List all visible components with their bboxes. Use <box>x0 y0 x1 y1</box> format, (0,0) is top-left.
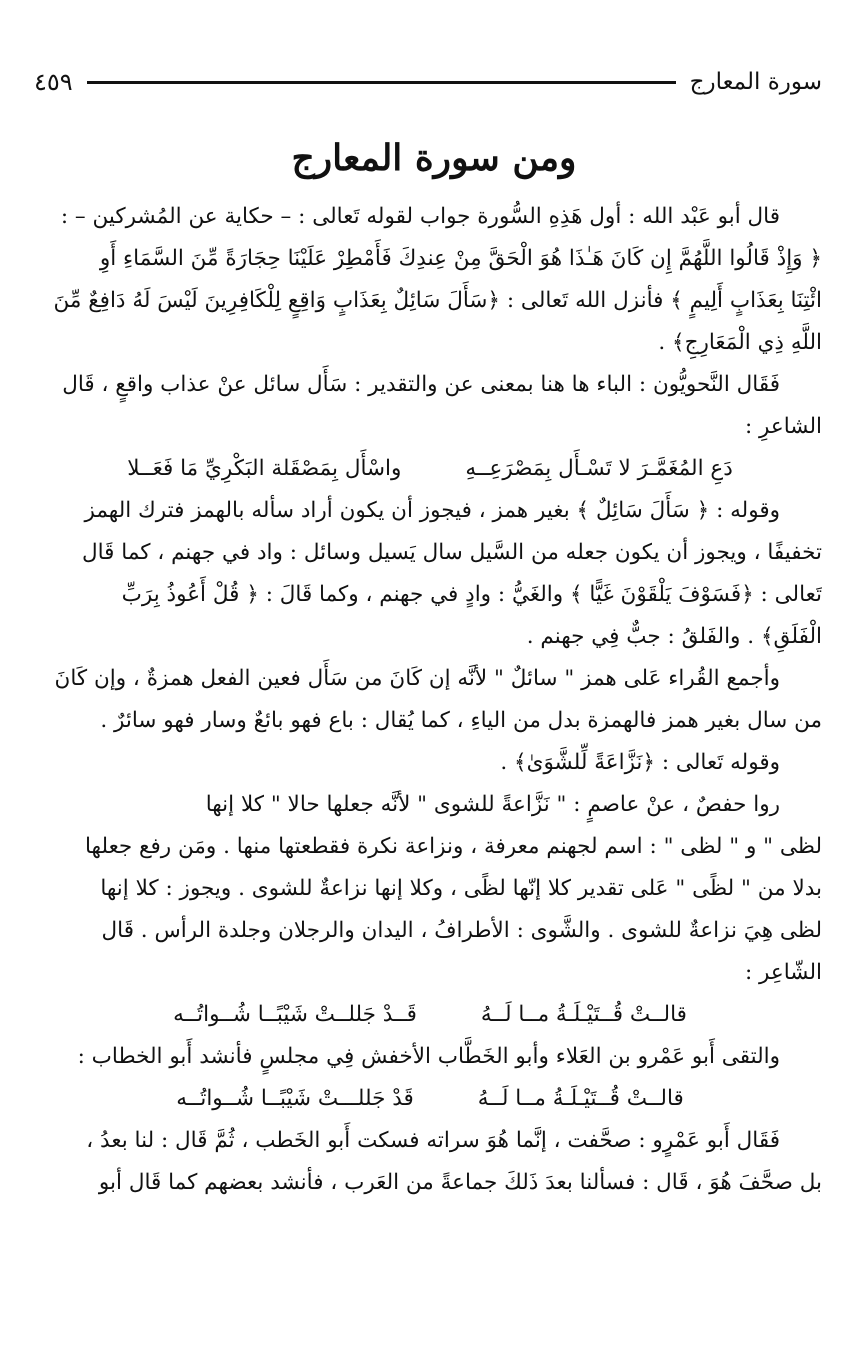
text-line: وقوله تَعالى : ﴿نَزَّاعَةً لِّلشَّوَىٰ﴾ . <box>500 750 780 775</box>
verse-second-half: قَــدْ جَللــتْ شَيْبًــا شُــواتُــه <box>173 1002 417 1027</box>
text-line: لظى " و " لظى " : اسم لجهنم معرفة ، ونزاعة نكرة فقطعتها منها . ومَن رفع جعلها <box>84 834 822 859</box>
header-rule <box>87 81 676 84</box>
text-line: بل صحَّفَ هُوَ ، قَال : فسألنا بعدَ ذَلكَ جماعةً من العَرب ، فأنشد بعضهم كما قَال أبو <box>98 1170 822 1195</box>
verse-second-half: واسْأَل بِمَصْقَلة البَكْرِيِّ مَا فَعَــلا <box>127 456 402 481</box>
verse-first-half: دَعِ المُغَمَّـرَ لا تَسْـأَل بِمَصْرَعِــهِ <box>465 456 733 481</box>
text-line: فَقَال النَّحويُّون : الباء ها هنا بمعنى عن والتقدير : سَأَل سائل عنْ عذاب واقعٍ ، قَال <box>62 372 780 397</box>
poetry-verse <box>38 1078 822 1120</box>
text-line: الشاعرِ : <box>744 414 822 439</box>
text-line: تَعالى : ﴿فَسَوْفَ يَلْقَوْنَ غَيًّا ﴾ والغَيُّ : وادٍ في جهنم ، وكما قَالَ : ﴿ قُلْ أَعُوذُ بِرَبِّ <box>121 582 822 607</box>
text-line: اللَّهِ ذِي الْمَعَارِجِ﴾ . <box>658 330 822 355</box>
running-head-surah: سورة المعارج <box>689 69 822 95</box>
page-header <box>34 64 822 100</box>
chapter-title: ومن سورة المعارج <box>291 137 577 179</box>
text-line: الشّاعِر : <box>744 960 822 985</box>
text-line: تخفيفًا ، ويجوز أن يكون جعله من السَّيل سال يَسيل وسائل : واد في جهنم ، كما قَال <box>82 540 822 565</box>
text-line: بدلا من " لظًى " عَلى تقدير كلا إنّها لظًى ، وكلا إنها نزاعةٌ للشوى . ويجوز : كلا إنها <box>100 876 822 901</box>
text-line: فَقَال أَبو عَمْرٍو : صحَّفت ، إنَّما هُوَ سراته فسكت أَبو الخَطب ، ثُمَّ قَال : لنا بعدُ ، <box>86 1128 780 1153</box>
body-text <box>38 196 822 1204</box>
verse-first-half: قالــتْ قُــتَيْـلَـةُ مــا لَــهُ <box>480 1002 687 1027</box>
poetry-verse <box>38 994 822 1036</box>
text-line: روا حفصٌ ، عنْ عاصمٍ : " نَزَّاعةً للشوى " لأنَّه جعلها حالا " كلا إنها <box>205 792 780 817</box>
text-line: قال أبو عَبْد الله : أول هَذِهِ السُّورة جواب لقوله تَعالى : – حكاية عن المُشركين – : <box>60 204 780 229</box>
verse-second-half: قَدْ جَللـــتْ شَيْبًــا شُــواتُــه <box>176 1086 414 1111</box>
text-line: من سال بغير همز فالهمزة بدل من الياءِ ، كما يُقال : باع فهو بائعٌ وسار فهو سائرٌ . <box>100 708 822 733</box>
text-line: وأجمع القُراء عَلى همز " سائلٌ " لأنَّه إن كَانَ من سَأَل فعين الفعل همزةٌ ، وإن كَانَ <box>54 666 780 691</box>
text-line: ائْتِنَا بِعَذَابٍ أَلِيمٍ ﴾ فأنزل الله تَعالى : ﴿سَأَلَ سَائِلٌ بِعَذَابٍ وَاقِعٍ لِلْكَافِرِينَ لَيْسَ لَهُ دَافِعٌ مِّنَ <box>53 288 822 313</box>
verse-first-half: قالــتْ قُــتَيْـلَـةُ مــا لَــهُ <box>477 1086 684 1111</box>
text-line: ﴿ وَإِذْ قَالُوا اللَّهُمَّ إِن كَانَ هَـٰذَا هُوَ الْحَقَّ مِنْ عِندِكَ فَأَمْطِرْ عَلَيْنَا حِجَارَةً مِّنَ السَّمَاءِ أَوِ <box>99 246 822 271</box>
poetry-verse <box>38 448 822 490</box>
text-line: وقوله : ﴿ سَأَلَ سَائِلٌ ﴾ بغير همز ، فيجوز أن يكون أراد سأله بالهمز فترك الهمز <box>84 498 780 523</box>
text-line: الْفَلَقِ﴾ . والفَلقُ : جبٌّ فِي جهنم . <box>526 624 822 649</box>
text-line: لظى هِيَ نزاعةٌ للشوى . والشَّوى : الأطرافُ ، اليدان والرجلان وجلدة الرأس . قَال <box>101 918 822 943</box>
text-line: والتقى أَبو عَمْرو بن العَلاء وأبو الخَطَّاب الأخفش فِي مجلسٍ فأنشد أَبو الخطاب : <box>77 1044 780 1069</box>
page-number: ٤٥٩ <box>34 68 73 96</box>
